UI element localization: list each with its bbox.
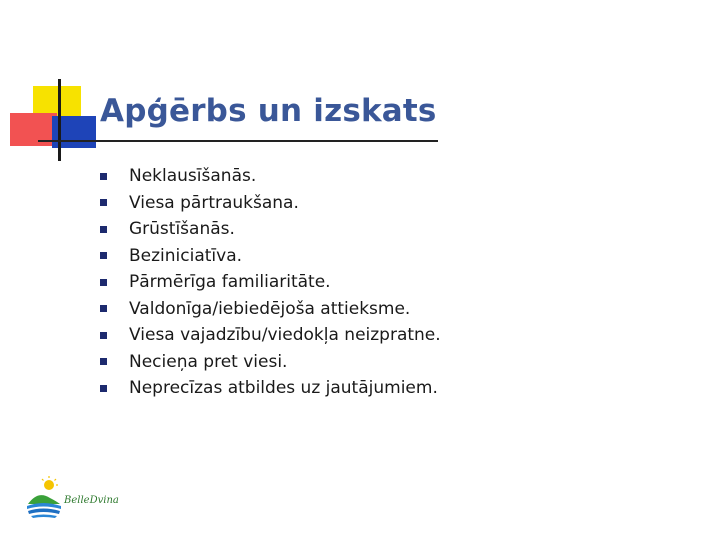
bullet-text: Beziniciatīva. [129, 245, 243, 266]
square-bullet-icon [100, 358, 107, 365]
bullet-text: Necieņa pret viesi. [129, 351, 288, 372]
ornament-yellow-square [33, 86, 81, 134]
square-bullet-icon [100, 305, 107, 312]
bullet-text: Grūstīšanās. [129, 219, 235, 240]
logo-emblem-icon [24, 476, 64, 520]
title-ornament [0, 0, 720, 170]
bullet-text: Viesa vajadzību/viedokļa neizpratne. [129, 325, 441, 346]
slide-title: Apģērbs un izskats [100, 93, 437, 129]
list-item [98, 375, 658, 402]
bullet-text: Valdonīga/iebiedējoša attieksme. [129, 298, 411, 319]
square-bullet-icon [100, 173, 107, 180]
list-item [98, 190, 658, 217]
bullet-text: Pārmērīga familiaritāte. [129, 272, 331, 293]
square-bullet-icon [100, 199, 107, 206]
list-item [98, 163, 658, 190]
bullet-text: Viesa pārtraukšana. [129, 192, 299, 213]
belle-dvina-logo [24, 476, 124, 526]
ornament-blue-square [52, 116, 96, 148]
list-item [98, 322, 658, 349]
ornament-vertical-line [58, 79, 61, 161]
list-item [98, 216, 658, 243]
bullet-list [98, 163, 658, 402]
list-item [98, 349, 658, 376]
square-bullet-icon [100, 385, 107, 392]
list-item [98, 243, 658, 270]
list-item [98, 296, 658, 323]
bullet-text: Neklausīšanās. [129, 166, 257, 187]
square-bullet-icon [100, 332, 107, 339]
title-underline [38, 140, 438, 142]
square-bullet-icon [100, 279, 107, 286]
bullet-text: Neprecīzas atbildes uz jautājumiem. [129, 378, 438, 399]
square-bullet-icon [100, 252, 107, 259]
ornament-red-square [10, 113, 57, 146]
logo-text: BelleDvina [64, 495, 119, 506]
square-bullet-icon [100, 226, 107, 233]
list-item [98, 269, 658, 296]
